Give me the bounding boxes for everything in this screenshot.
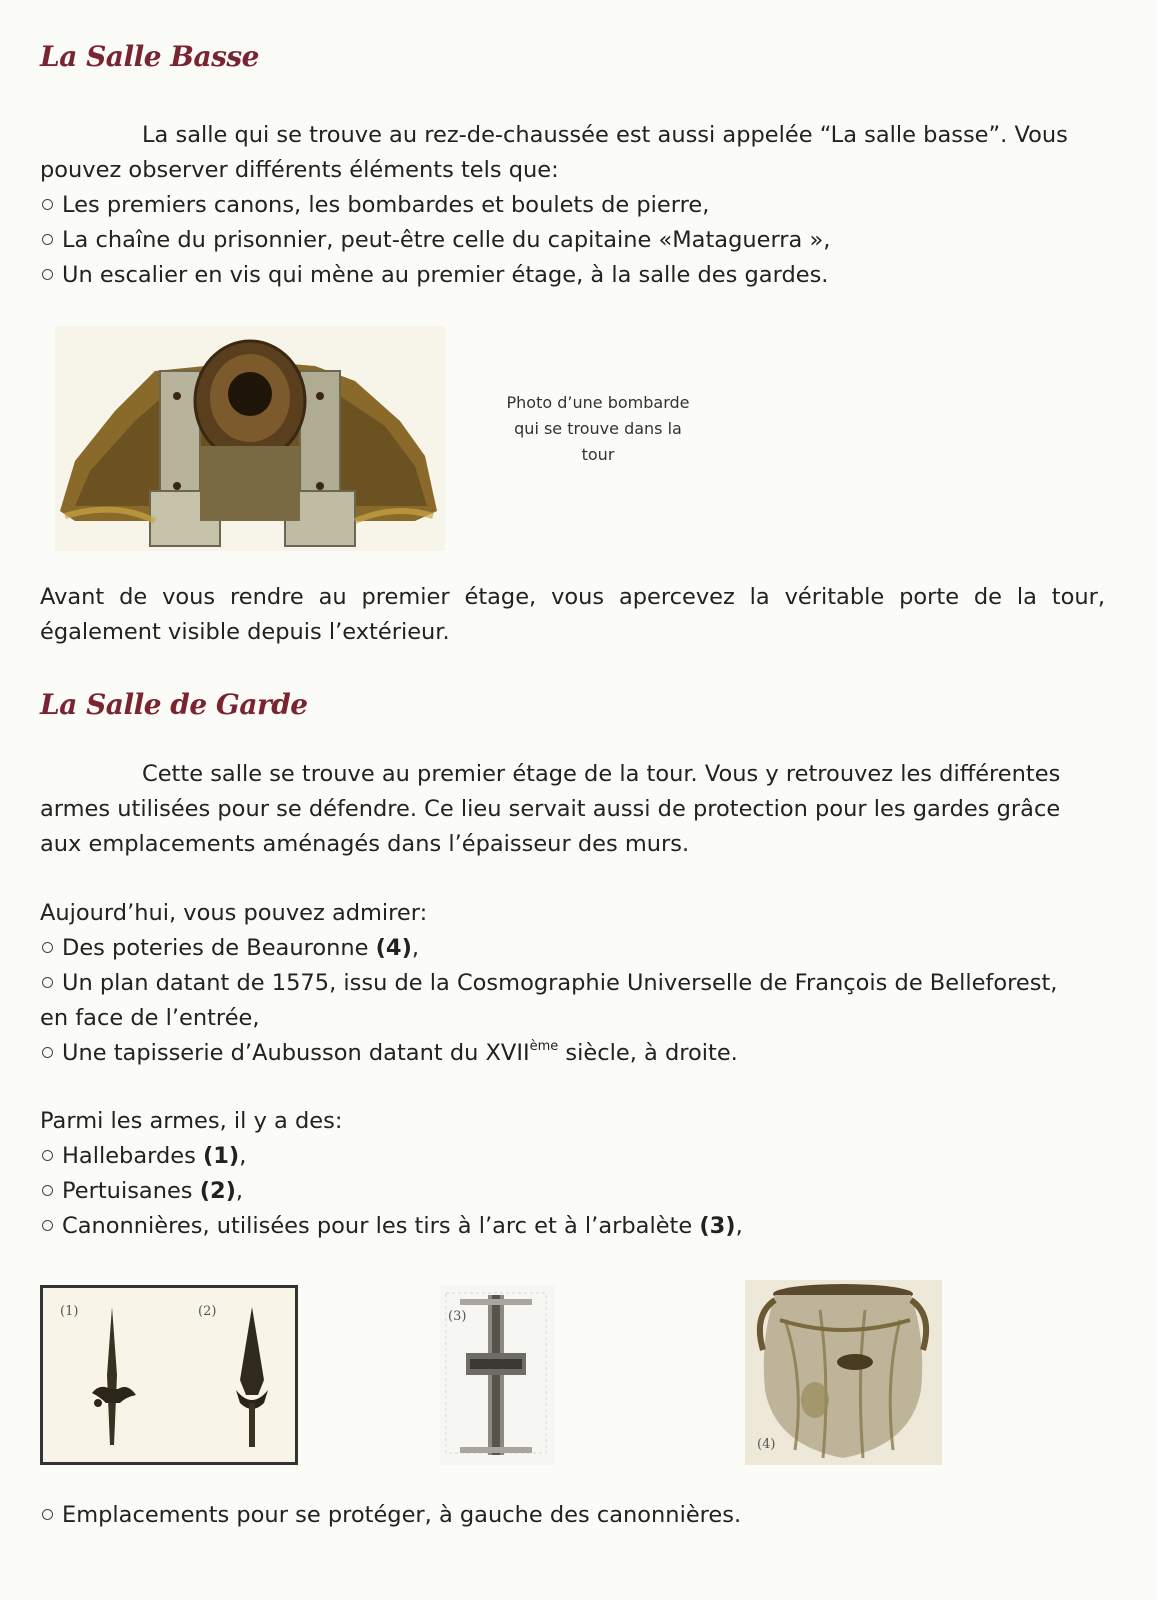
- list-item: Un plan datant de 1575, issu de la Cosmographie Universelle de François de Belleforest,: [40, 966, 1105, 1001]
- intro-line: armes utilisées pour se défendre. Ce lieu servait aussi de protection pour les gardes grâce: [40, 796, 1061, 822]
- figure-label-1: (1): [60, 1304, 79, 1319]
- list-item: Hallebardes (1),: [40, 1139, 1105, 1174]
- admire-heading: Aujourd’hui, vous pouvez admirer:: [40, 900, 428, 926]
- bullet-icon: [42, 199, 53, 210]
- weapons-figure: [40, 1285, 298, 1465]
- canonniere-figure: [440, 1285, 555, 1465]
- outro-line: également visible depuis l’extérieur.: [40, 619, 450, 645]
- list-item: La chaîne du prisonnier, peut-être celle du capitaine «Mataguerra »,: [40, 223, 1105, 258]
- intro-line: Cette salle se trouve au premier étage de la tour. Vous y retrouvez les différentes: [142, 761, 1061, 787]
- intro-line: La salle qui se trouve au rez-de-chaussée est aussi appelée “La salle basse”. Vous: [142, 122, 1068, 148]
- caption-line: tour: [581, 445, 615, 464]
- list-item: Une tapisserie d’Aubusson datant du XVIIème siècle, à droite.: [40, 1036, 1105, 1071]
- bullet-icon: [42, 942, 53, 953]
- bullet-icon: [42, 269, 53, 280]
- salle-garde-intro: [40, 757, 1105, 862]
- bullet-icon: [42, 1047, 53, 1058]
- figure-label-3: (3): [448, 1309, 467, 1324]
- poterie-photo: [745, 1280, 942, 1465]
- bombarde-photo: [55, 326, 445, 551]
- weapons-section: [40, 1104, 1105, 1244]
- outro-line: Avant de vous rendre au premier étage, vous apercevez la véritable porte de la tour,: [40, 584, 1105, 610]
- salle-basse-intro: [40, 118, 1105, 293]
- intro-line: aux emplacements aménagés dans l’épaisseur des murs.: [40, 831, 690, 857]
- list-item: Des poteries de Beauronne (4),: [40, 931, 1105, 966]
- figure-label-4: (4): [757, 1437, 776, 1452]
- section-title-salle-de-garde: La Salle de Garde: [40, 688, 308, 721]
- section-title-salle-basse: La Salle Basse: [40, 40, 259, 73]
- list-item-continuation: en face de l’entrée,: [40, 1005, 260, 1031]
- admire-section: [40, 896, 1105, 1071]
- figure-label-2: (2): [198, 1304, 217, 1319]
- caption-line: Photo d’une bombarde: [506, 393, 690, 412]
- list-item: Emplacements pour se protéger, à gauche des canonnières.: [40, 1498, 1105, 1533]
- list-item: Canonnières, utilisées pour les tirs à l’arc et à l’arbalète (3),: [40, 1209, 1105, 1244]
- bombarde-caption: [492, 390, 704, 468]
- list-item: Un escalier en vis qui mène au premier étage, à la salle des gardes.: [40, 258, 1105, 293]
- bullet-icon: [42, 234, 53, 245]
- bullet-icon: [42, 1150, 53, 1161]
- bullet-icon: [42, 977, 53, 988]
- list-item: Pertuisanes (2),: [40, 1174, 1105, 1209]
- weapons-heading: Parmi les armes, il y a des:: [40, 1108, 343, 1134]
- intro-line: pouvez observer différents éléments tels que:: [40, 157, 559, 183]
- last-list-item-block: [40, 1498, 1105, 1533]
- bullet-icon: [42, 1185, 53, 1196]
- caption-line: qui se trouve dans la: [514, 419, 682, 438]
- salle-basse-outro: [40, 580, 1105, 650]
- bullet-icon: [42, 1220, 53, 1231]
- bullet-icon: [42, 1509, 53, 1520]
- list-item: Les premiers canons, les bombardes et boulets de pierre,: [40, 188, 1105, 223]
